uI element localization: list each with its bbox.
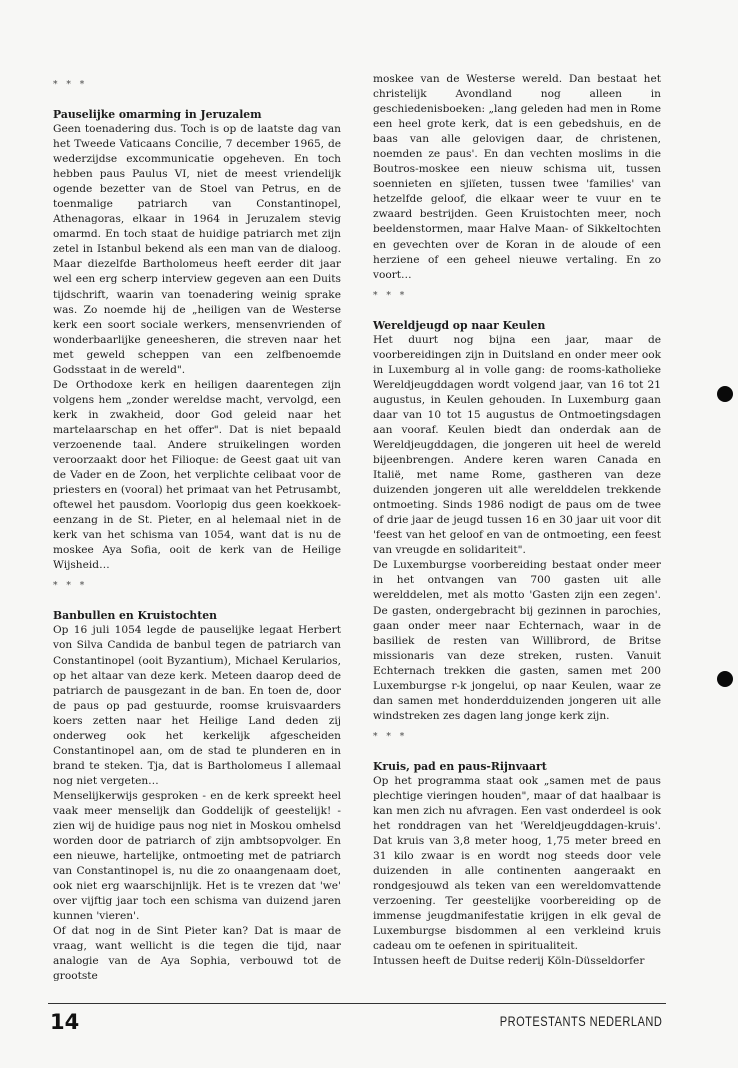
paragraph: moskee van de Westerse wereld. Dan bestaat het christelijk Avondland nog alleen in geschiedenisboeken: „lang geleden had men in Rome een heel grote kerk, dat is een gebedshuis, en de baas van alle gelovigen daar, de christenen, noemden ze paus'. En dan vechten moslims in die Boutros-moskee een nieuw schisma uit, tussen soennieten en sjiïeten, tussen twee 'families' van hetzelfde geloof, die elkaar weer te vuur en te zwaard bestrijden. Geen Kruistochten meer, noch beeldenstormen, maar Halve Maan- of Sikkeltochten en gevechten over de Koran in de aloude of een herziene of een geheel nieuwe vertaling. En zo voort… [373,73,661,281]
section-heading-banbullen: Banbullen en Kruistochten [53,609,217,623]
section-separator: * * * [373,731,408,742]
punch-hole-icon [717,386,733,402]
section-heading-kruis-pad: Kruis, pad en paus-Rijnvaart [373,759,547,773]
paragraph: Intussen heeft de Duitse rederij Köln-Düsseldorfer [373,955,645,968]
paragraph: De Luxemburgse voorbereiding bestaat onder meer in het ontvangen van 700 gasten uit alle werelddelen, met als motto 'Gasten zijn een zegen'. De gasten, ondergebracht bij gezinnen in parochies, gaan onder meer naar Echternach, waar in de basiliek de resten van Willibrord, de Britse missionaris van deze streken, rusten. Vanuit Echternach trekken die gasten, samen met 200 Luxemburgse r-k jongelui, op naar Keulen, waar ze dan samen met honderdduizenden jongeren uit alle windstreken zes dagen lang jonge kerk zijn. [373,559,661,722]
paragraph: Geen toenadering dus. Toch is op de laatste dag van het Tweede Vaticaans Concilie, 7 december 1965, de wederzijdse excommunicatie opgeheven. En toch hebben paus Paulus VI, niet de meest vriendelijk ogende bezetter van de Stoel van Petrus, en de toenmalige patriarch van Constantinopel, Athenagoras, elkaar in 1964 in Jeruzalem stevig omarmd. En toch staat de huidige patriarch met zijn zetel in Istanbul bekend als een man van de dialoog. Maar diezelfde Bartholomeus heeft eerder dit jaar wel een erg scherp interview gegeven aan een Duits tijdschrift, waarin van toenadering weinig sprake was. Zo noemde hij de „heiligen van de Westerse kerk een soort sociale werkers, mensenvrienden of wonderbaarlijke geneesheren, die streven naar het met geweld scheppen van een zelfbenoemde Godsstaat in de wereld". [53,123,341,376]
section-separator: * * * [53,80,88,90]
section-heading-pauselijke-omarming: Pauselijke omarming in Jeruzalem [53,108,262,121]
paragraph: Menselijkerwijs gesproken - en de kerk spreekt heel vaak meer menselijk dan Goddelijk of geestelijk! - zien wij de huidige paus nog niet in Moskou omhelsd worden door de patriarch of zijn ambtsopvolger. En een nieuwe, hartelijke, ontmoeting met de patriarch van Constantinopel is, nu die zo onaangenaam doet, ook niet erg waarschijnlijk. Het is te vrezen dat 'we' over vijftig jaar toch een schisma van duizend jaren kunnen 'vieren'. [53,789,341,923]
punch-hole-icon [717,671,733,687]
publication-name: PROTESTANTS NEDERLAND [499,1014,662,1029]
section-separator: * * * [373,290,408,301]
section-heading-wereldjeugd: Wereldjeugd op naar Keulen [373,318,546,332]
paragraph: Het duurt nog bijna een jaar, maar de voorbereidingen zijn in Duitsland en onder meer ook in Luxemburg al in volle gang: de rooms-katholieke Wereldjeugddagen wordt volgend jaar, van 16 tot 21 augustus, in Keulen gehouden. In Luxemburg gaan daar van 10 tot 15 augustus de Ontmoetingsdagen aan vooraf. Keulen biedt dan onderdak aan de Wereldjeugddagen, die jongeren uit heel de wereld bijeenbrengen. Andere keren waren Canada en Italië, met name Rome, gastheren van deze duizenden jongeren uit alle werelddelen trekkende ontmoeting. Sinds 1986 nodigt de paus om de twee of drie jaar de jeugd tussen 16 en 30 jaar uit voor dit 'feest van het geloof en van de ontmoeting, een feest van vreugde en solidariteit". [373,333,661,557]
right-column [373,72,661,969]
paragraph: Op het programma staat ook „samen met de paus plechtige vieringen houden", maar of dat haalbaar is kan men zich nu afvragen. Een vast onderdeel is ook het ronddragen van het 'Wereldjeugddagen-kruis'. Dat kruis van 3,8 meter hoog, 1,75 meter breed en 31 kilo zwaar is en wordt nog steeds door vele duizenden in alle continenten aangeraakt en rondgesjouwd als teken van een wereldomvattende verzoening. Ter geestelijke voorbereiding op de immense jeugdmanifestatie krijgen in elk geval de Luxemburgse bisdommen al een verkleind kruis cadeau om te oefenen in spiritualiteit. [373,774,661,953]
paragraph: De Orthodoxe kerk en heiligen daarentegen zijn volgens hem „zonder wereldse macht, vervolgd, een kerk in zwakheid, door God geleid naar het martelaarschap en het offer". Dat is niet bepaald verzoenende taal. Andere struikelingen worden veroorzaakt door het Filioque: de Geest gaat uit van de Vader en de Zoon, het verplichte celibaat voor de priesters en (vooral) het primaat van het Petrusambt, oftewel het pausdom. Voorlopig dus geen koekkoek-eenzang in de St. Pieter, en al helemaal niet in de kerk van het schisma van 1054, want dat is nu de moskee Aya Sofia, ooit de kerk van de Heilige Wijsheid… [53,378,341,572]
page-number: 14 [50,1010,80,1034]
footer-rule [48,1003,666,1004]
paragraph: Of dat nog in de Sint Pieter kan? Dat is maar de vraag, want wellicht is die tegen die tijd, naar analogie van de Aya Sophia, verbouwd tot de grootste [53,925,341,983]
paragraph: Op 16 juli 1054 legde de pauselijke legaat Herbert von Silva Candida de banbul tegen de patriarch van Constantinopel (ooit Byzantium), Michael Kerularios, op het altaar van deze kerk. Meteen daarop deed de patriarch de pausgezant in de ban. En toen de, door de paus op pad gestuurde, roomse kruisvaarders koers zetten naar het Heilige Land deden zij onderweg ook het kerkelijk afgescheiden Constantinopel aan, om de stad te plunderen en in brand te steken. Tja, dat is Bartholomeus I allemaal nog niet vergeten… [53,624,341,787]
left-column [53,72,341,985]
section-separator: * * * [53,581,88,592]
